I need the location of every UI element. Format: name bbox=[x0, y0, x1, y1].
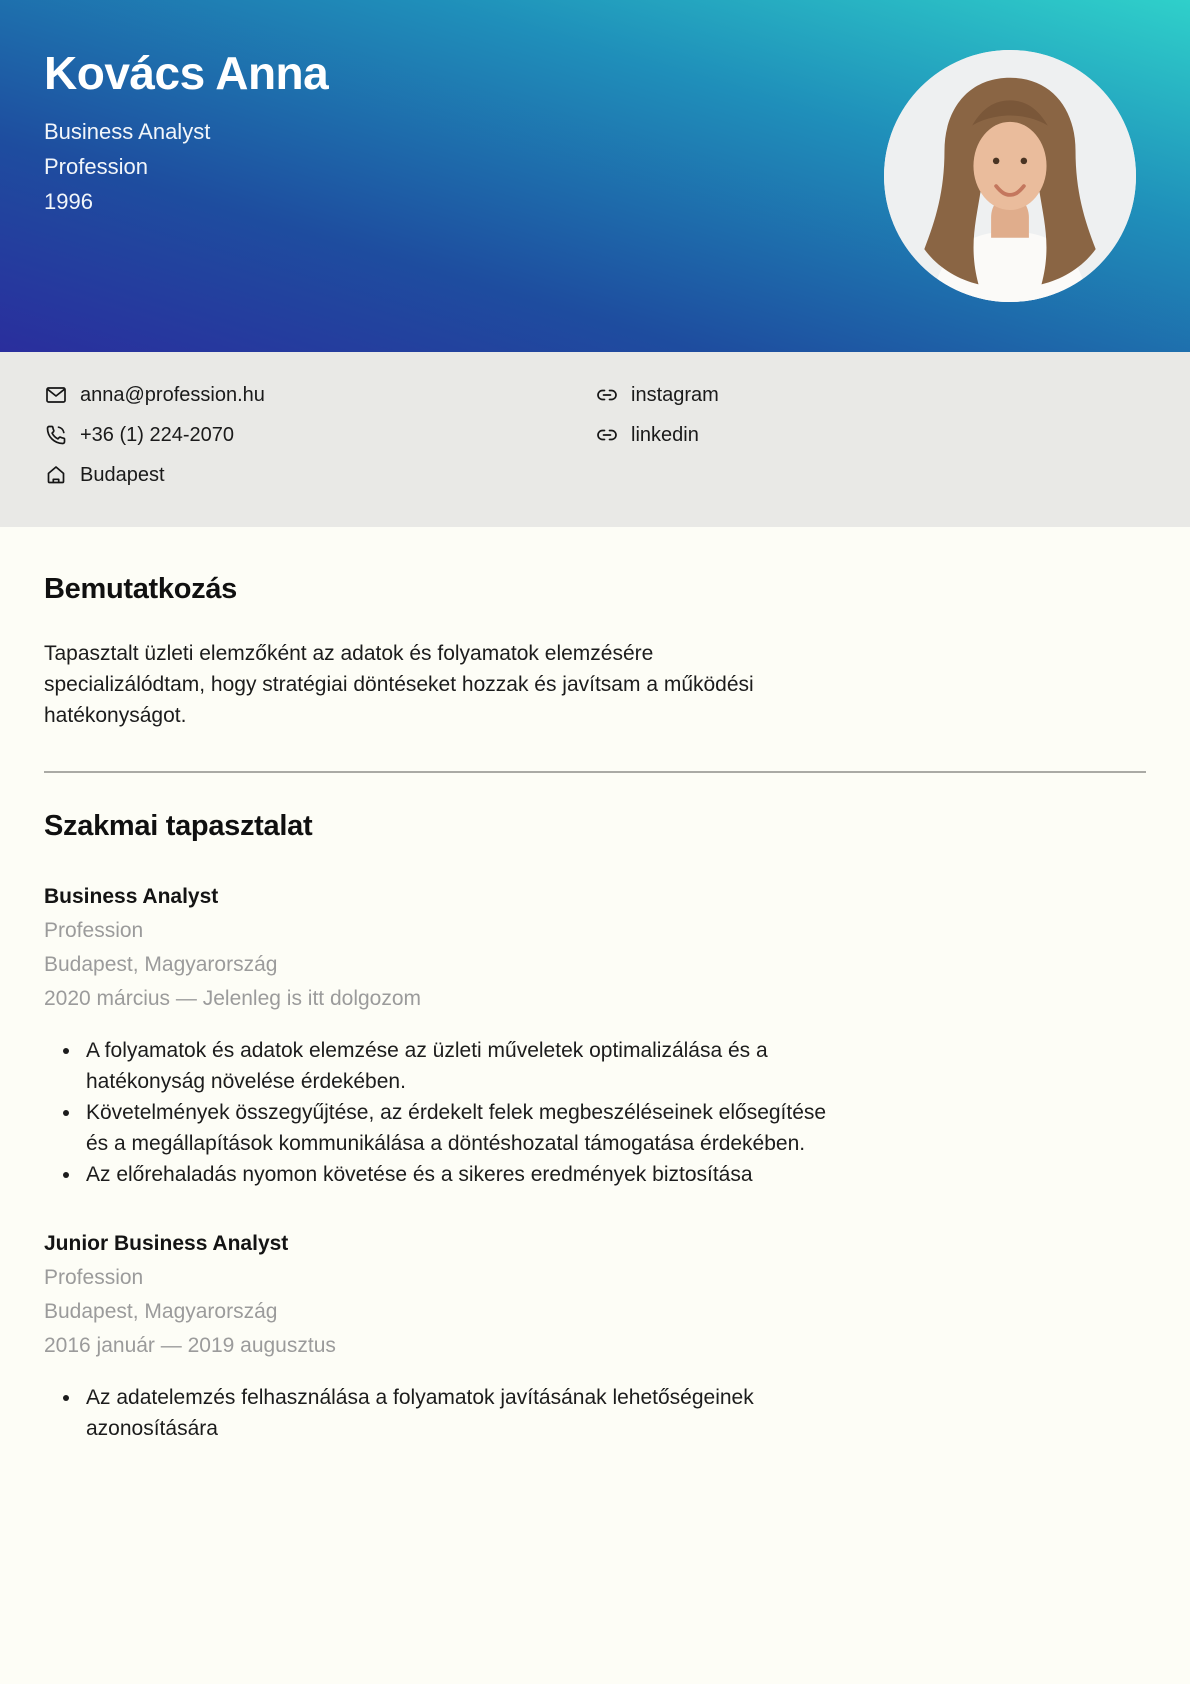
resume-header bbox=[0, 0, 1190, 352]
mail-icon bbox=[44, 383, 68, 407]
person-birth-year: 1996 bbox=[44, 188, 93, 214]
contact-linkedin-text[interactable]: linkedin bbox=[631, 424, 699, 446]
link-icon bbox=[595, 383, 619, 407]
job-title: Junior Business Analyst bbox=[44, 1232, 289, 1255]
contact-email-text: anna@profession.hu bbox=[80, 384, 265, 406]
job-company: Profession bbox=[44, 919, 144, 942]
experience-entry bbox=[44, 883, 1146, 1190]
contact-location-text: Budapest bbox=[80, 464, 165, 486]
experience-section-heading: Szakmai tapasztalat bbox=[44, 810, 313, 842]
profile-photo bbox=[884, 50, 1136, 302]
job-title: Business Analyst bbox=[44, 885, 219, 908]
link-icon bbox=[595, 423, 619, 447]
contact-linkedin-link[interactable] bbox=[595, 422, 1146, 448]
contact-instagram-link[interactable] bbox=[595, 382, 1146, 408]
contact-column-right bbox=[595, 382, 1146, 527]
job-location: Budapest, Magyarország bbox=[44, 953, 278, 976]
job-dates: 2020 március — Jelenleg is itt dolgozom bbox=[44, 987, 422, 1010]
contact-bar bbox=[0, 352, 1190, 527]
contact-phone bbox=[44, 422, 595, 448]
home-icon bbox=[44, 463, 68, 487]
person-name: Kovács Anna bbox=[44, 47, 329, 99]
person-company: Profession bbox=[44, 153, 148, 179]
job-dates: 2016 január — 2019 augusztus bbox=[44, 1334, 336, 1357]
section-divider bbox=[44, 771, 1146, 773]
job-bullet-list bbox=[44, 1035, 834, 1190]
experience-entry bbox=[44, 1230, 1146, 1444]
profile-photo-illustration bbox=[884, 50, 1136, 302]
contact-phone-text: +36 (1) 224-2070 bbox=[80, 424, 235, 446]
phone-icon bbox=[44, 423, 68, 447]
about-text: Tapasztalt üzleti elemzőként az adatok és folyamatok elemzésére specializálódtam, hogy stratégiai döntéseket hozzak és javítsam a működési hatékonyságot. bbox=[44, 642, 754, 727]
about-section-heading: Bemutatkozás bbox=[44, 573, 238, 605]
job-bullet: • Az előrehaladás nyomon követése és a sikeres eredmények biztosítása bbox=[82, 1159, 834, 1190]
contact-location bbox=[44, 462, 595, 488]
contact-column-left bbox=[44, 382, 595, 527]
contact-email bbox=[44, 382, 595, 408]
job-bullet-list bbox=[44, 1382, 834, 1444]
job-bullet: • A folyamatok és adatok elemzése az üzleti műveletek optimalizálása és a hatékonyság növelése érdekében. bbox=[82, 1035, 834, 1097]
job-location: Budapest, Magyarország bbox=[44, 1300, 278, 1323]
person-job-title: Business Analyst bbox=[44, 118, 211, 144]
contact-instagram-text[interactable]: instagram bbox=[631, 384, 719, 406]
job-bullet: • Követelmények összegyűjtése, az érdekelt felek megbeszéléseinek elősegítése és a megállapítások kommunikálása a döntéshozatal támogatása érdekében. bbox=[82, 1097, 834, 1159]
job-bullet: • Az adatelemzés felhasználása a folyamatok javításának lehetőségeinek azonosítására bbox=[82, 1382, 834, 1444]
job-company: Profession bbox=[44, 1266, 144, 1289]
resume-body bbox=[0, 573, 1190, 1444]
